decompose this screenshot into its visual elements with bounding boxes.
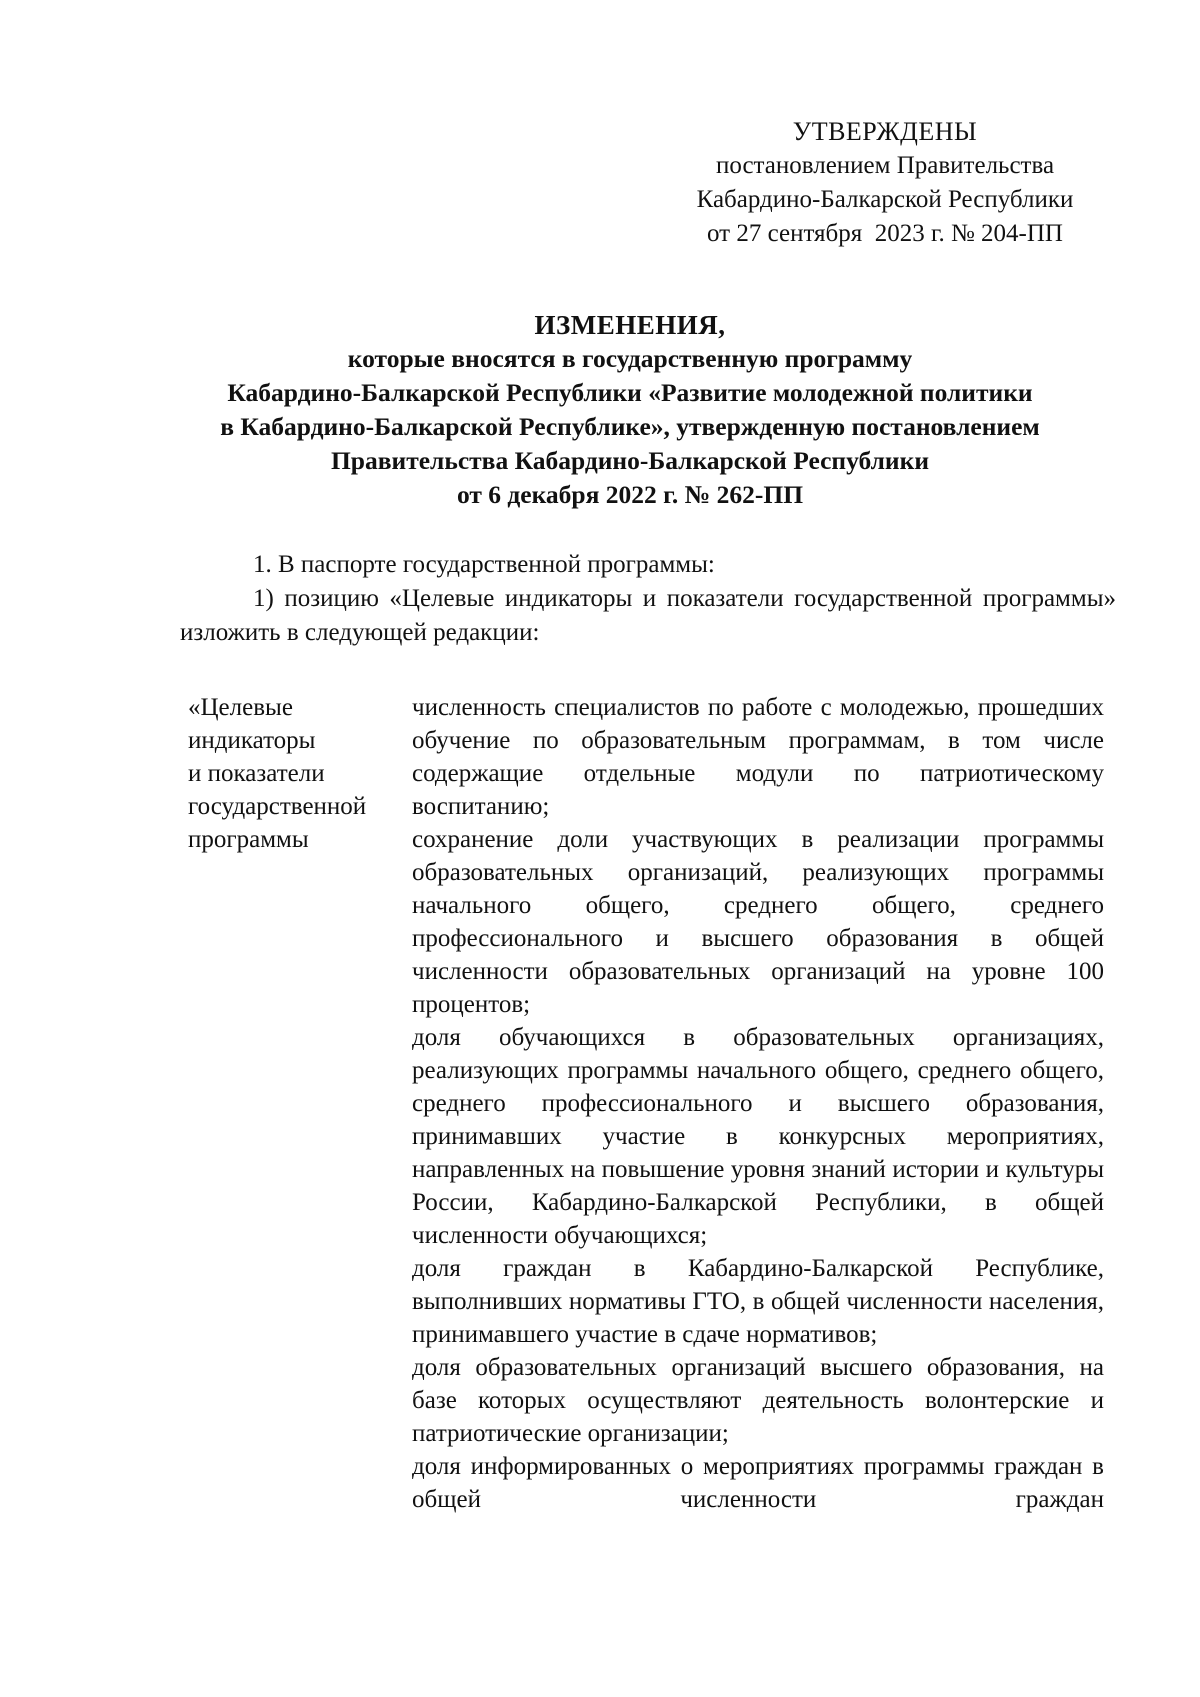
indicator-item: доля граждан в Кабардино-Балкарской Республике, выполнивших нормативы ГТО, в общей численности населения, принимавшего участие в сдаче нормативов; <box>412 1255 1104 1348</box>
passport-label-line: и показатели <box>188 760 325 787</box>
indicator-item: численность специалистов по работе с молодежью, прошедших обучение по образовательным программам, в том числе содержащие отдельные модули по патриотическому воспитанию; <box>412 694 1104 820</box>
indicator-item: доля образовательных организаций высшего образования, на базе которых осуществляют деятельность волонтерские и патриотические организации; <box>412 1354 1104 1447</box>
indicator-item: доля обучающихся в образовательных организациях, реализующих программы начального общего, среднего общего, среднего профессионального и высшего образования, принимавших участие в конкурсных мероприятиях, направленных на повышение уровня знаний истории и культуры России, Кабардино-Балкарской Республики, в общей численности обучающихся; <box>412 1024 1104 1249</box>
approval-line-2: Кабардино-Балкарской Республики <box>696 186 1074 213</box>
passport-label-line: государственной <box>188 793 367 820</box>
intro-text <box>180 548 1116 650</box>
indicator-item: сохранение доли участвующих в реализации программы образовательных организаций, реализующих программы начального общего, среднего общего, среднего профессионального и высшего образования в общей численности образовательных организаций на уровне 100 процентов; <box>412 826 1104 1018</box>
changes-line: Правительства Кабардино-Балкарской Республики <box>330 446 930 475</box>
changes-title: ИЗМЕНЕНИЯ, <box>534 310 726 340</box>
passport-label <box>188 691 400 856</box>
changes-line: от 6 декабря 2022 г. № 262-ПП <box>456 480 804 509</box>
approval-title: УТВЕРЖДЕНЫ <box>792 117 978 146</box>
changes-header <box>150 308 1110 512</box>
changes-line: которые вносятся в государственную программу <box>347 344 913 373</box>
indicator-item: доля информированных о мероприятиях программы граждан в общей численности граждан <box>412 1453 1104 1513</box>
changes-line: в Кабардино-Балкарской Республике», утвержденную постановлением <box>220 412 1040 441</box>
approval-line-1: постановлением Правительства <box>715 152 1055 179</box>
passport-label-line: индикаторы <box>188 727 316 754</box>
changes-line: Кабардино-Балкарской Республики «Развитие молодежной политики <box>227 378 1033 407</box>
approval-block <box>640 115 1130 251</box>
passport-indicators <box>412 691 1104 1516</box>
intro-paragraph-2: 1) позицию «Целевые индикаторы и показатели государственной программы» изложить в следующей редакции: <box>180 585 1116 646</box>
passport-label-line: программы <box>188 826 309 853</box>
passport-label-line: «Целевые <box>188 694 293 721</box>
intro-paragraph-1: 1. В паспорте государственной программы: <box>253 551 715 578</box>
approval-line-3: от 27 сентября 2023 г. № 204-ПП <box>706 220 1063 247</box>
